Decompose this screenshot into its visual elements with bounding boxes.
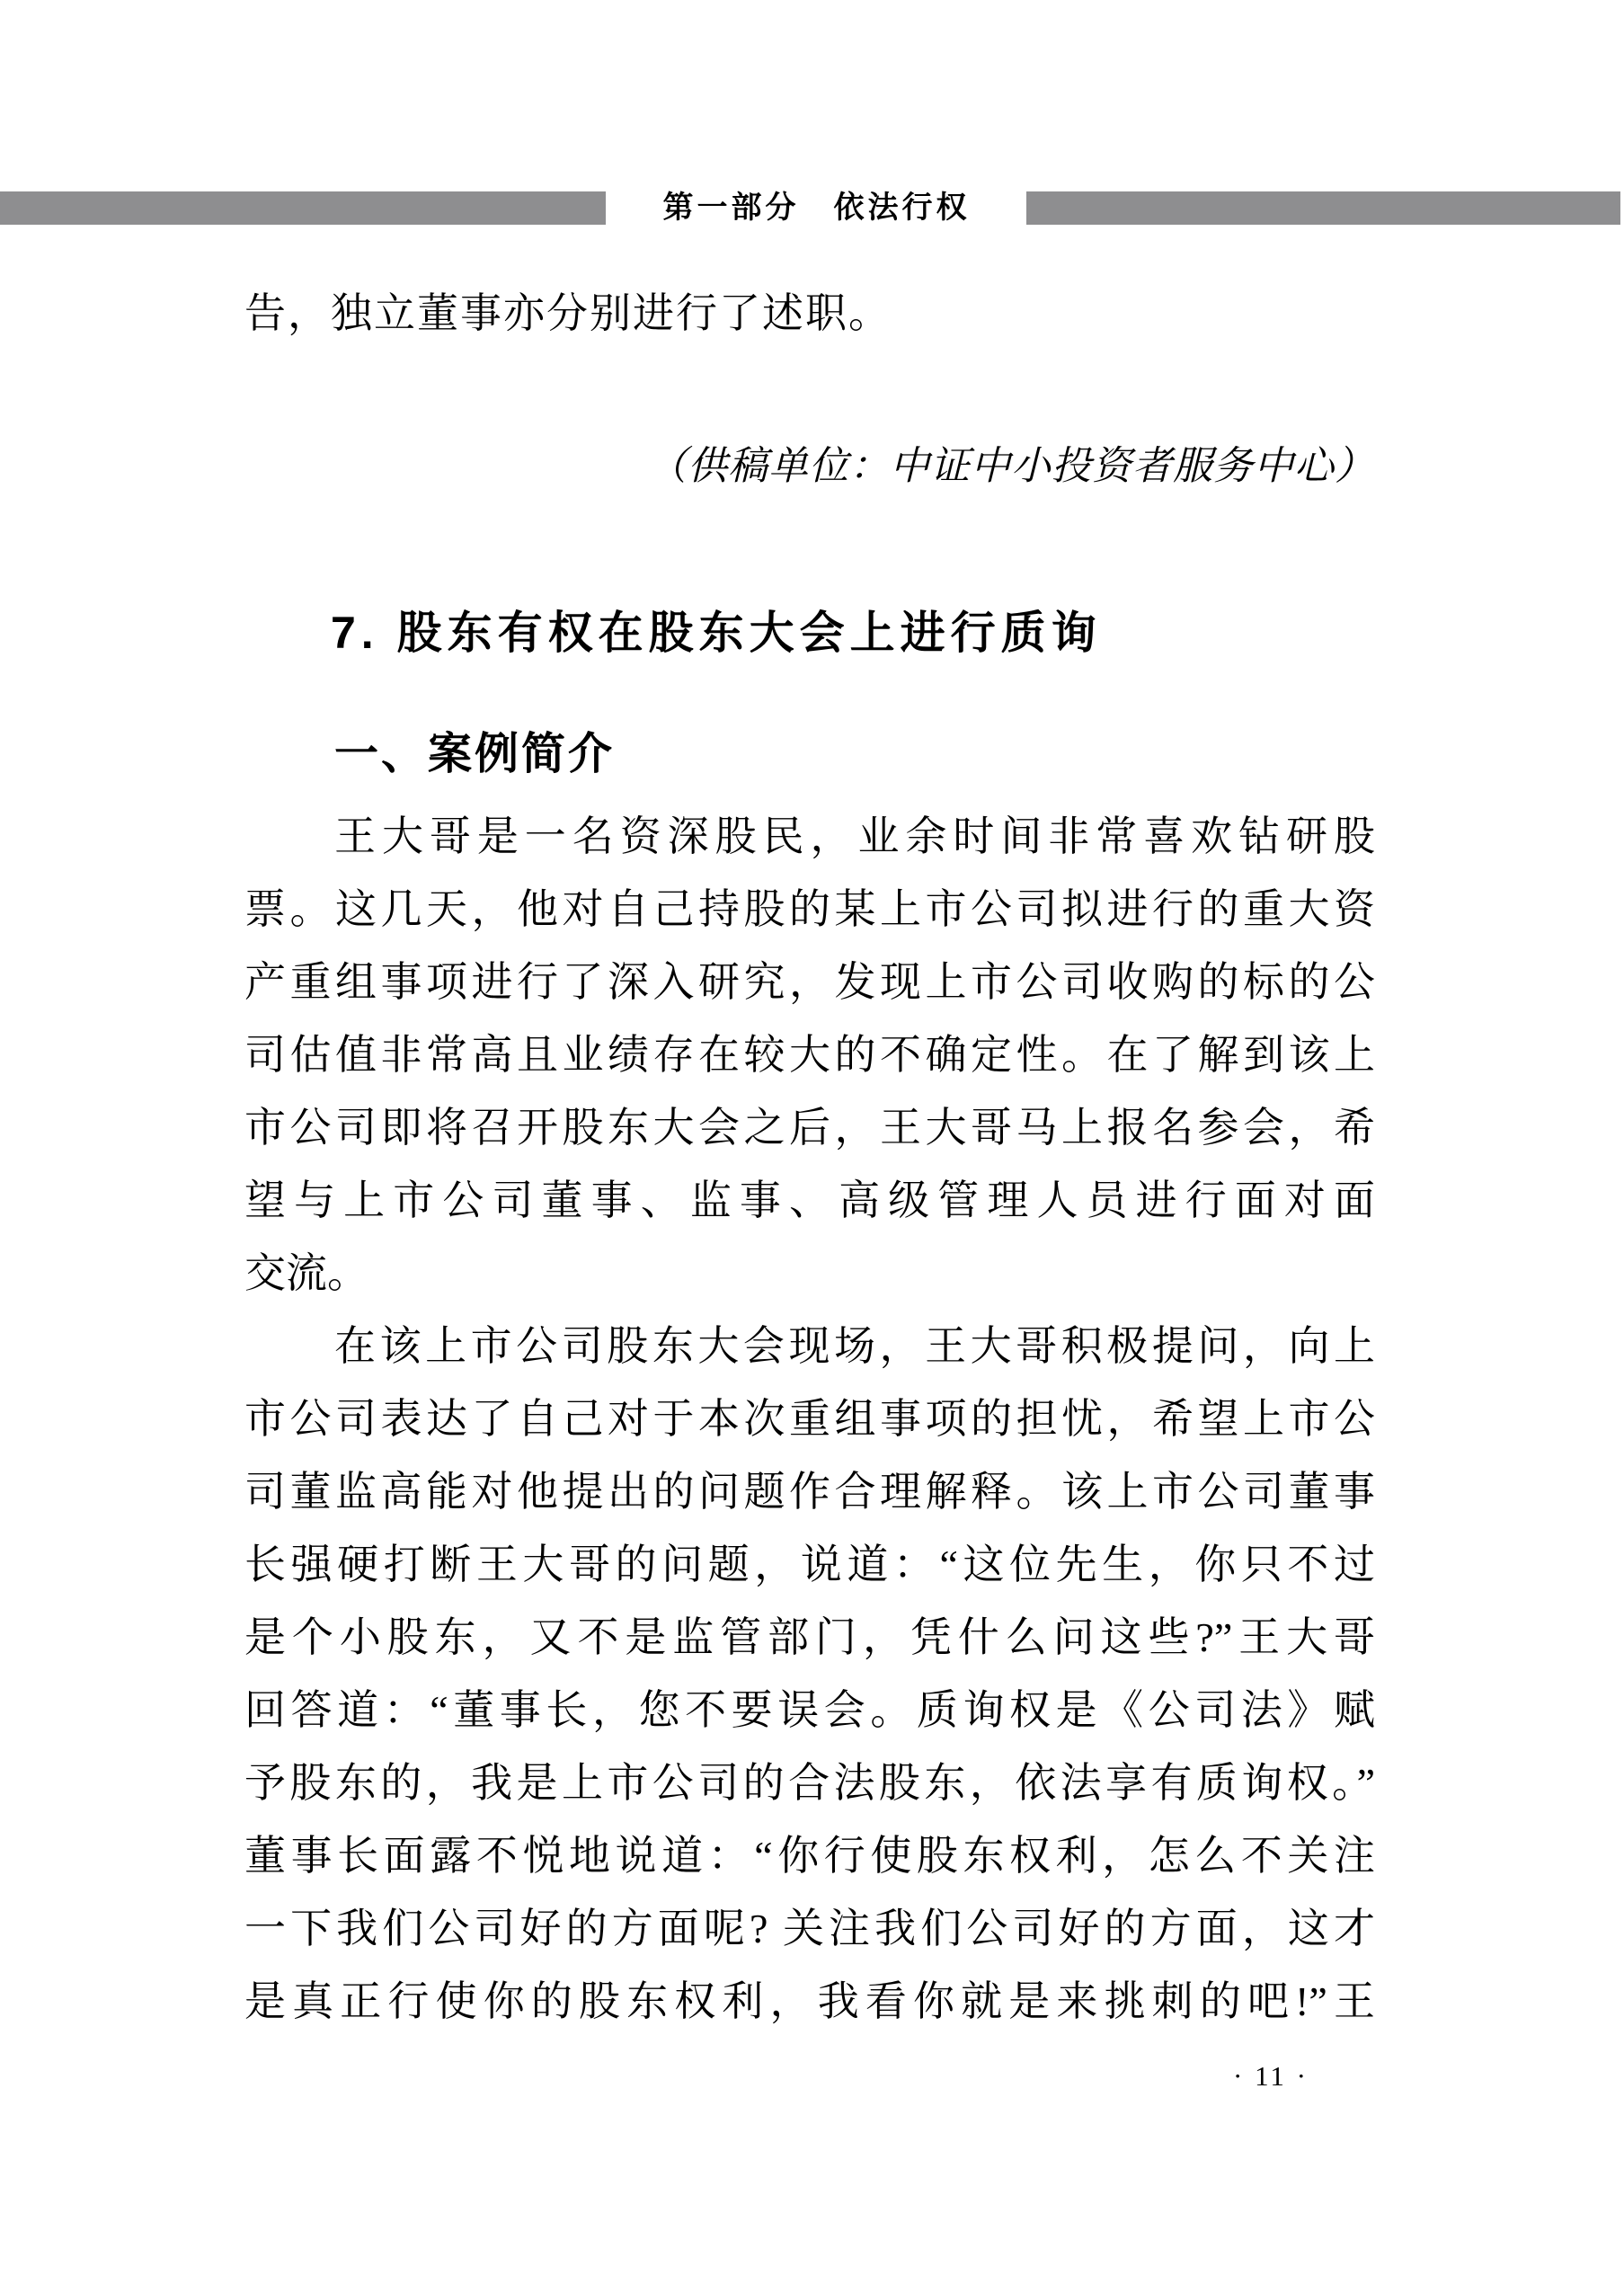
body-line: 市公司表达了自己对于本次重组事项的担忧，希望上市公 [244,1396,1375,1442]
paragraph-continuation-line: 告，独立董事亦分别进行了述职。 [244,290,892,336]
body-line: 司董监高能对他提出的问题作合理解释。该上市公司董事 [244,1469,1375,1515]
body-line: 票。这几天，他对自己持股的某上市公司拟进行的重大资 [244,886,1375,932]
body-line: 是个小股东，又不是监管部门，凭什么问这些?”王大哥 [244,1614,1375,1660]
body-line: 望与上市公司董事、监事、高级管理人员进行面对面 [244,1178,1375,1223]
running-head-title: 第一部分 依法行权 [662,191,971,225]
body-line: 产重组事项进行了深入研究，发现上市公司收购的标的公 [244,959,1375,1005]
body-line: 董事长面露不悦地说道：“你行使股东权利，怎么不关注 [244,1833,1375,1879]
body-line: 司估值非常高且业绩存在较大的不确定性。在了解到该上 [244,1032,1375,1078]
page-number: · 11 · [1233,2060,1309,2092]
body-line: 长强硬打断王大哥的问题，说道：“这位先生，你只不过 [244,1542,1375,1587]
body-line: 交流。 [244,1250,368,1296]
body-line: 一下我们公司好的方面呢? 关注我们公司好的方面，这才 [244,1906,1375,1951]
attribution-line: （供稿单位：中证中小投资者服务中心） [647,444,1375,488]
body-line: 市公司即将召开股东大会之后，王大哥马上报名参会，希 [244,1105,1375,1151]
body-line: 予股东的，我是上市公司的合法股东，依法享有质询权。” [244,1760,1375,1806]
subsection-heading: 一、案例简介 [334,729,616,778]
section-heading: 7. 股东有权在股东大会上进行质询 [331,608,1102,658]
body-text [244,800,1375,2038]
body-line: 在该上市公司股东大会现场，王大哥积极提问，向上 [334,1323,1375,1369]
body-line: 是真正行使你的股东权利，我看你就是来挑刺的吧!”王 [244,1978,1375,2024]
body-line: 王大哥是一名资深股民，业余时间非常喜欢钻研股 [334,813,1375,859]
body-line: 回答道：“董事长，您不要误会。质询权是《公司法》赋 [244,1687,1375,1733]
